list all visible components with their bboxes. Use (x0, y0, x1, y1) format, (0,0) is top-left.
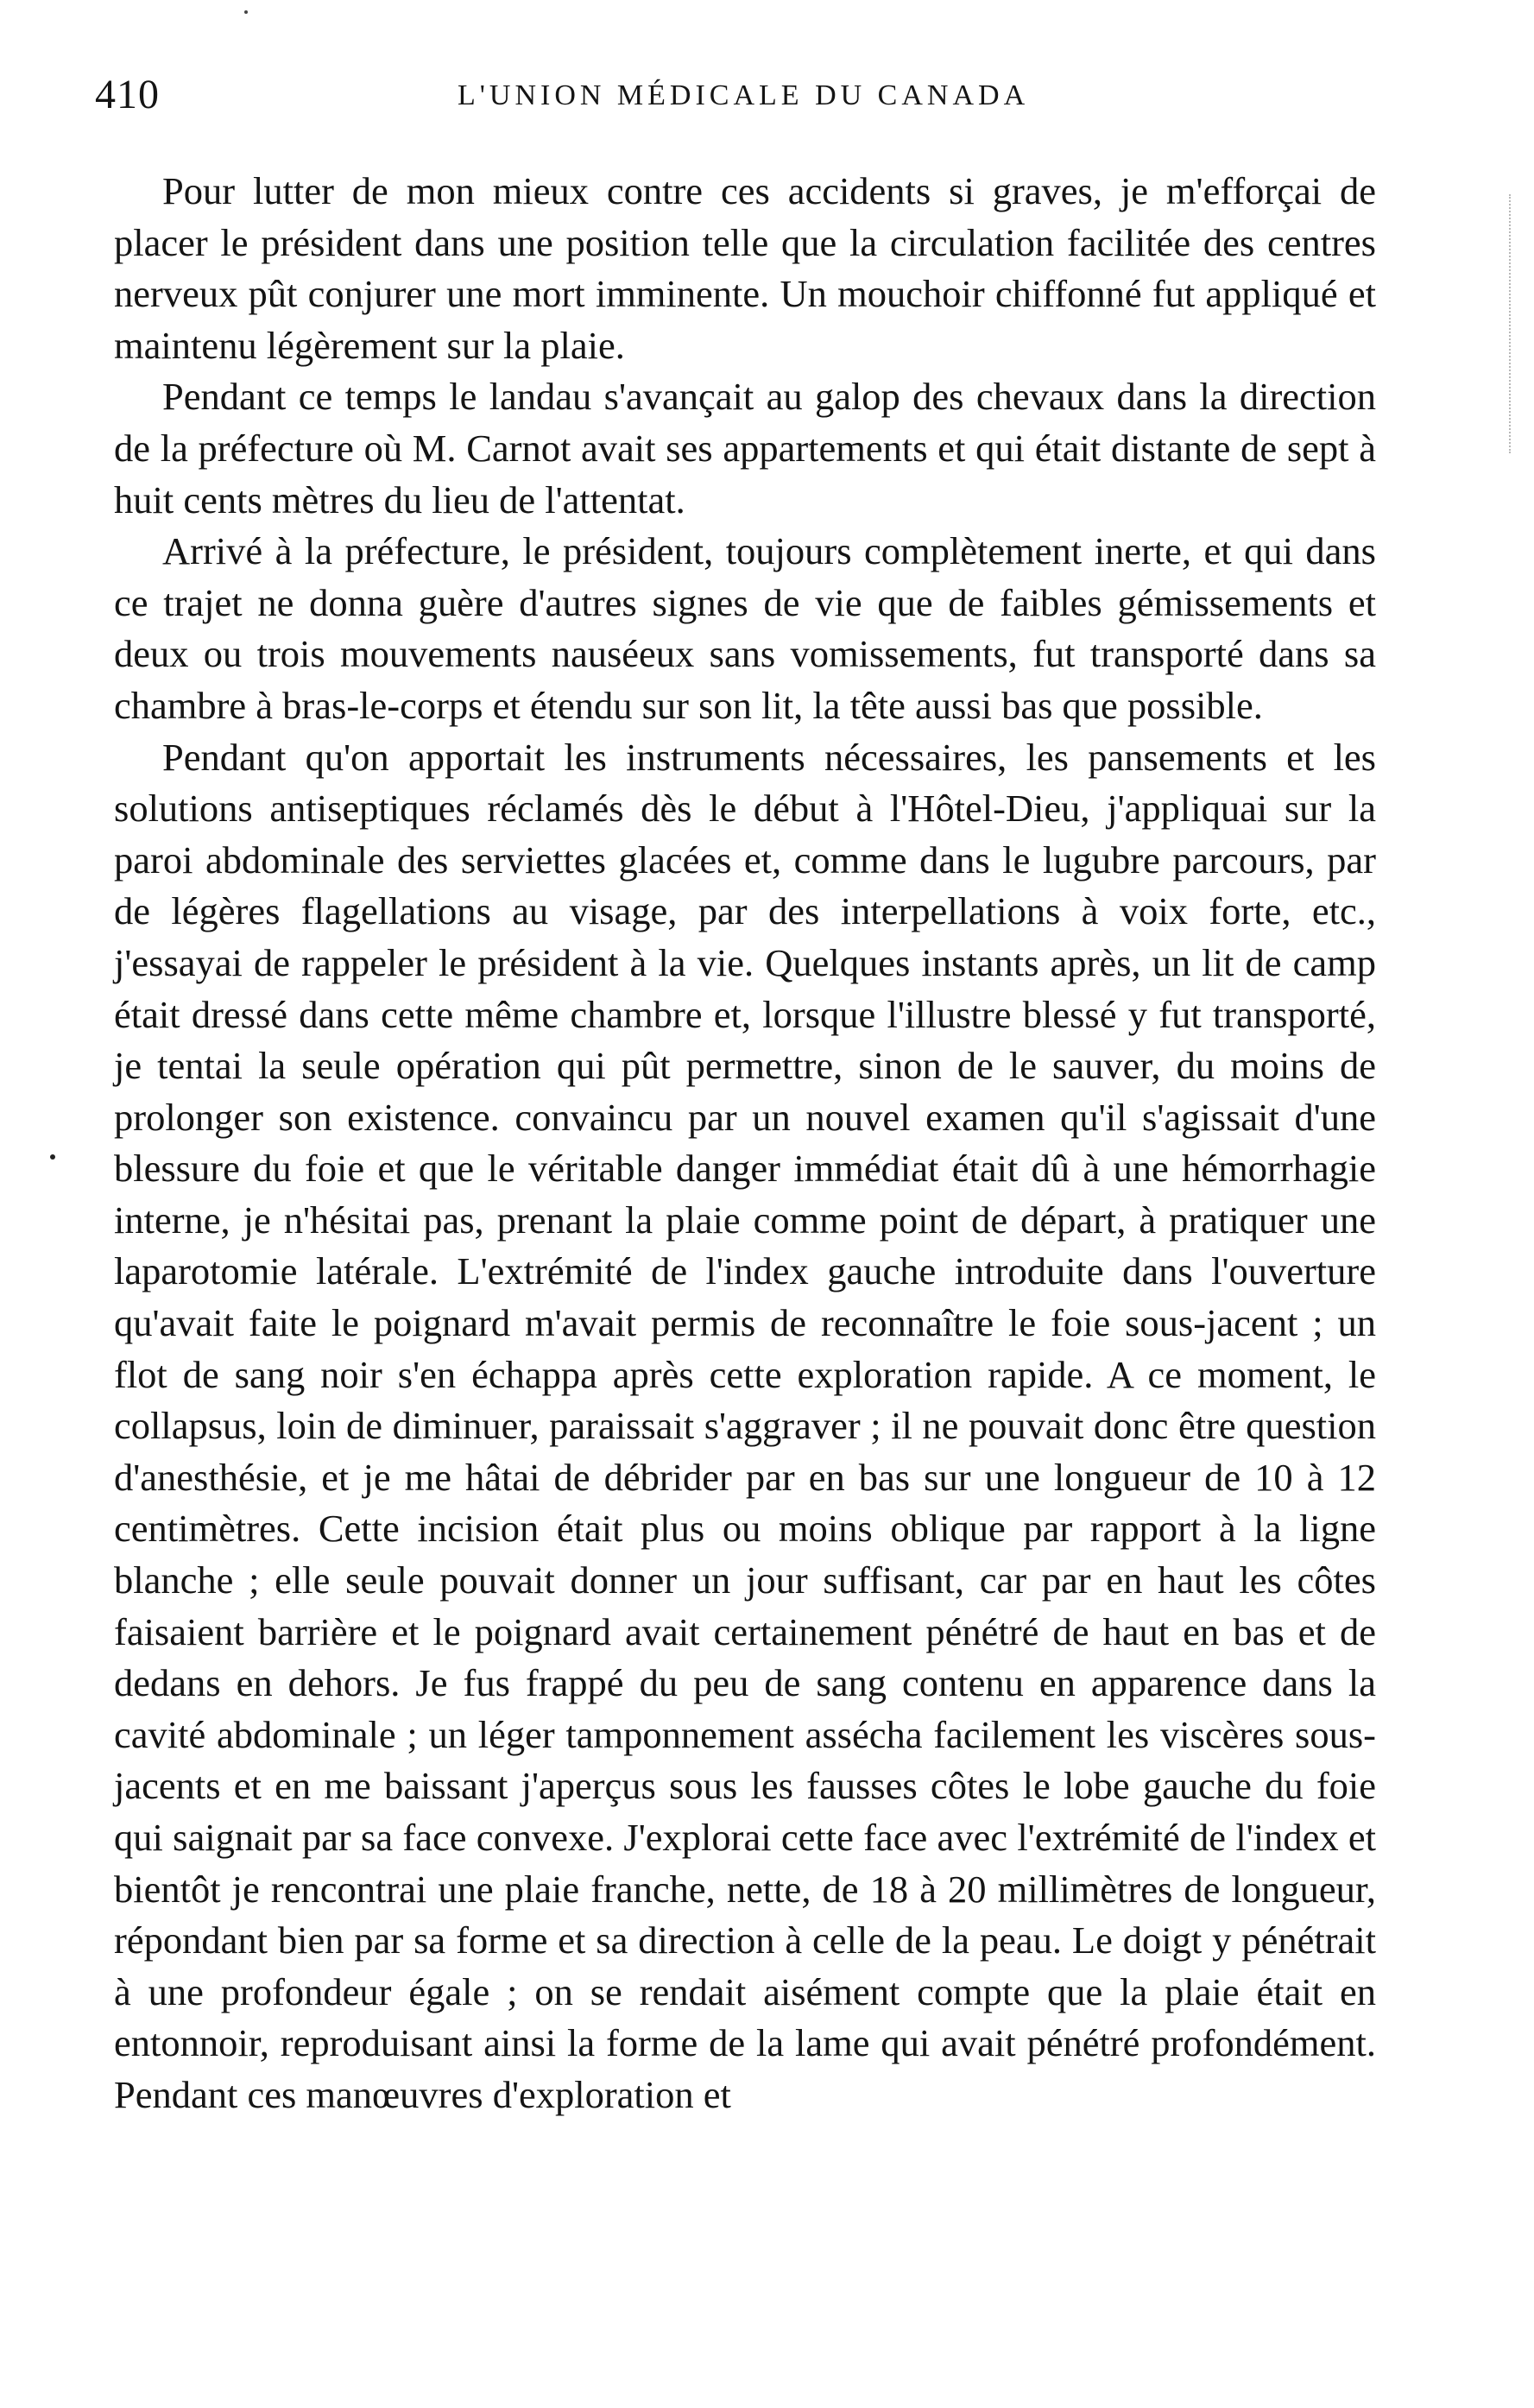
article-body (114, 166, 1376, 2121)
running-title: L'UNION MÉDICALE DU CANADA (458, 79, 1030, 111)
page-number: 410 (95, 72, 160, 117)
paragraph: Pendant ce temps le landau s'avançait au galop des chevaux dans la direction de la préfecture où M. Carnot avait ses appartements et qui était distante de sept à huit cents mètres du lieu de l'attentat. (114, 375, 1376, 521)
page-header (95, 71, 1390, 131)
paragraph: Arrivé à la préfecture, le président, toujours complètement inerte, et qui dans ce trajet ne donna guère d'autres signes de vie que de faibles gémissements et deux ou trois mouvements nauséeux sans vomissements, fut transporté dans sa chambre à bras-le-corps et étendu sur son lit, la tête aussi bas que possible. (114, 529, 1376, 727)
scan-margin-dot (50, 1154, 55, 1160)
scan-margin-mark (1509, 194, 1512, 453)
ink-speck (244, 10, 248, 14)
paragraph: Pour lutter de mon mieux contre ces accidents si graves, je m'efforçai de placer le président dans une position telle que la circulation facilitée des centres nerveux pût conjurer une mort imminente. Un mouchoir chiffonné fut appliqué et maintenu légèrement sur la plaie. (114, 169, 1376, 367)
paragraph: Pendant qu'on apportait les instruments nécessaires, les pansements et les solutions antiseptiques réclamés dès le début à l'Hôtel-Dieu, j'appliquai sur la paroi abdominale des serviettes glacées et, comme dans le lugubre parcours, par de légères flagellations au visage, par des interpellations à voix forte, etc., j'essayai de rappeler le président à la vie. Quelques instants après, un lit de camp était dressé dans cette même chambre et, lorsque l'illustre blessé y fut transporté, je tentai la seule opération qui pût permettre, sinon de le sauver, du moins de prolonger son existence. convaincu par un nouvel examen qu'il s'agissait d'une blessure du foie et que le véritable danger immédiat était dû à une hémorrhagie interne, je n'hésitai pas, prenant la plaie comme point de départ, à pratiquer une laparotomie latérale. L'extrémité de l'index gauche introduite dans l'ouverture qu'avait faite le poignard m'avait permis de reconnaître le foie sous-jacent ; un flot de sang noir s'en échappa après cette exploration rapide. A ce moment, le collapsus, loin de diminuer, paraissait s'aggraver ; il ne pouvait donc être question d'anesthésie, et je me hâtai de débrider par en bas sur une longueur de 10 à 12 centimètres. Cette incision était plus ou moins oblique par rapport à la ligne blanche ; elle seule pouvait donner un jour suffisant, car par en haut les côtes faisaient barrière et le poignard avait certainement pénétré de haut en bas et de dedans en dehors. Je fus frappé du peu de sang contenu en apparence dans la cavité abdominale ; un léger tamponnement assécha facilement les viscères sous-jacents et en me baissant j'aperçus sous les fausses côtes le lobe gauche du foie qui saignait par sa face convexe. J'explorai cette face avec l'extrémité de l'index et bientôt je rencontrai une plaie franche, nette, de 18 à 20 millimètres de longueur, répondant bien par sa forme et sa direction à celle de la peau. Le doigt y pénétrait à une profondeur égale ; on se rendait aisément compte que la plaie était en entonnoir, reproduisant ainsi la forme de la lame qui avait pénétré profondément. Pendant ces manœuvres d'exploration et (114, 735, 1376, 2116)
